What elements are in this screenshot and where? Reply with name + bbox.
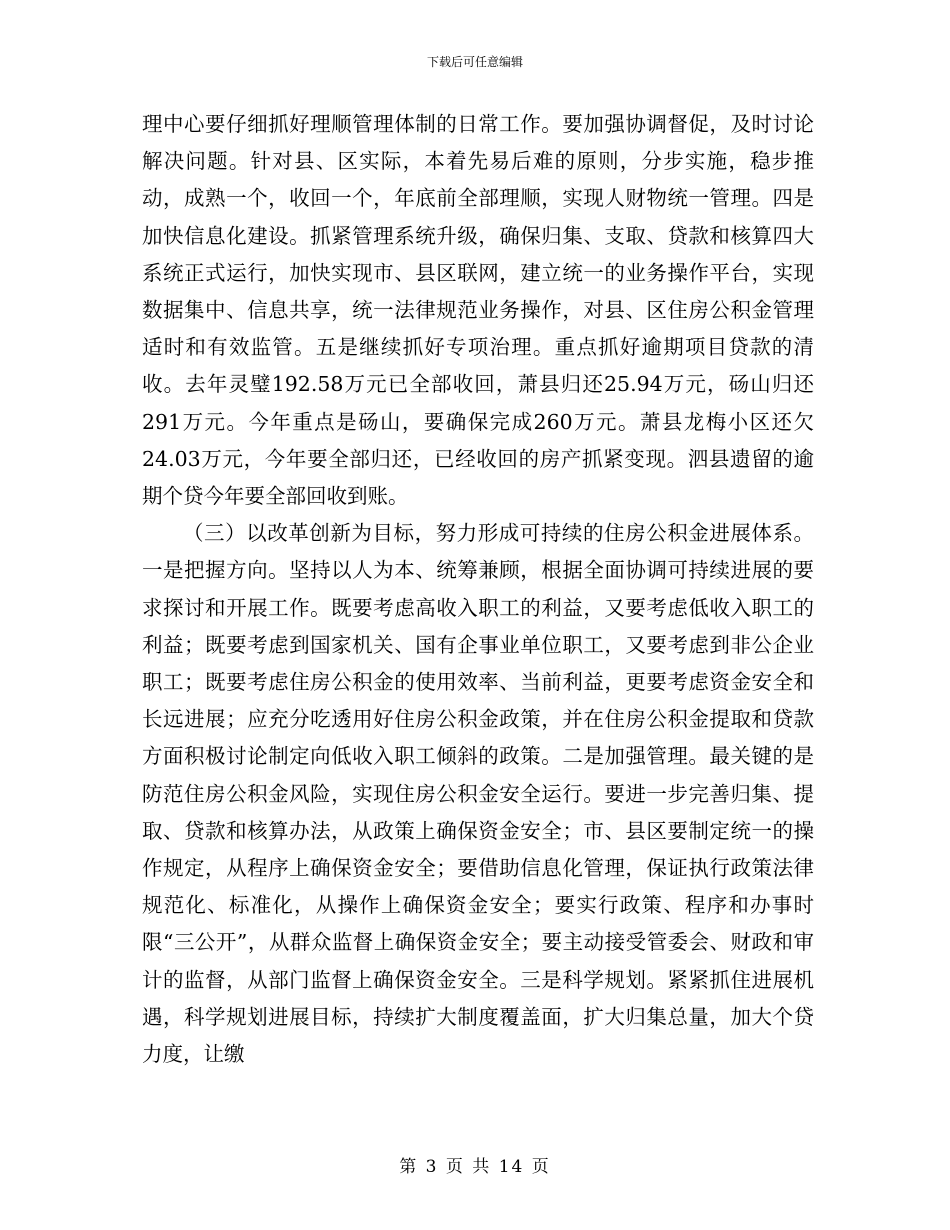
page-header-note: 下载后可任意编辑 [426,55,523,69]
paragraph-section-three: （三）以改革创新为目标，努力形成可持续的住房公积金进展体系。一是把握方向。坚持以人为本、统筹兼顾，根据全面协调可持续进展的要求探讨和开展工作。既要考虑高收入职工的利益，又要考虑低收入职工的利益；既要考虑到国家机关、国有企事业单位职工，又要考虑到非公企业职工；既要考虑住房公积金的使用效率、当前利益，更要考虑资金安全和长远进展；应充分吃透用好住房公积金政策，并在住房公积金提取和贷款方面积极讨论制定向低收入职工倾斜的政策。二是加强管理。最关键的是防范住房公积金风险，实现住房公积金安全运行。要进一步完善归集、提取、贷款和核算办法，从政策上确保资金安全；市、县区要制定统一的操作规定，从程序上确保资金安全；要借助信息化管理，保证执行政策法律规范化、标准化，从操作上确保资金安全；要实行政策、程序和办事时限“三公开”，从群众监督上确保资金安全；要主动接受管委会、财政和审计的监督，从部门监督上确保资金安全。三是科学规划。紧紧抓住进展机遇，科学规划进展目标，持续扩大制度覆盖面，扩大归集总量，加大个贷力度，让缴 [142,521,814,1067]
page-number-footer: 第 3 页 共 14 页 [399,1157,551,1177]
paragraph-continuation: 理中心要仔细抓好理顺管理体制的日常工作。要加强协调督促，及时讨论解决问题。针对县、区实际，本着先易后难的原则，分步实施，稳步推动，成熟一个，收回一个，年底前全部理顺，实现人财物统一管理。四是加快信息化建设。抓紧管理系统升级，确保归集、支取、贷款和核算四大系统正式运行，加快实现市、县区联网，建立统一的业务操作平台，实现数据集中、信息共享，统一法律规范业务操作，对县、区住房公积金管理适时和有效监管。五是继续抓好专项治理。重点抓好逾期项目贷款的清收。去年灵璧192.58万元已全部收回，萧县归还25.94万元，砀山归还291万元。今年重点是砀山，要确保完成260万元。萧县龙梅小区还欠24.03万元，今年要全部归还，已经收回的房产抓紧变现。泗县遗留的逾期个贷今年要全部回收到账。 [142,112,814,509]
document-body [142,106,814,1073]
